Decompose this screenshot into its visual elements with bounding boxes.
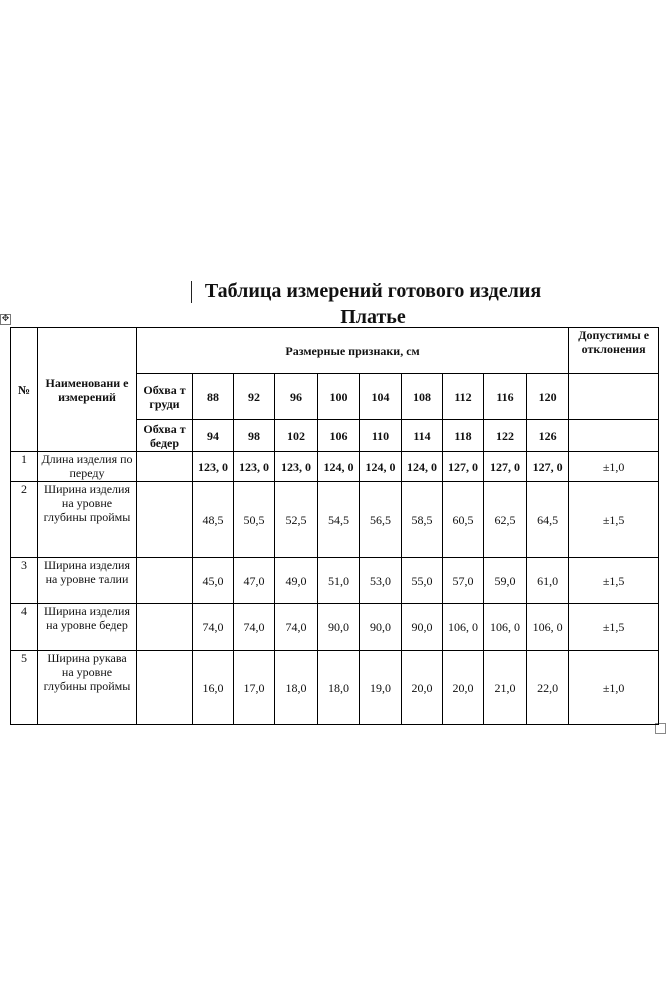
value-cell: 18,0 [275,651,318,725]
value-cell: 74,0 [275,604,318,651]
table-row [11,452,659,482]
chest-size: 116 [484,374,527,420]
value-cell: 124, 0 [360,452,402,482]
text-cursor [191,281,192,303]
value-cell: 123, 0 [234,452,275,482]
value-cell: 60,5 [443,482,484,558]
deviation-cell: ±1,5 [569,482,659,558]
chest-size: 92 [234,374,275,420]
value-cell: 47,0 [234,558,275,604]
row-num: 5 [11,651,38,725]
empty-cell [137,558,193,604]
empty-cell [137,482,193,558]
row-num: 2 [11,482,38,558]
value-cell: 124, 0 [402,452,443,482]
document-title: Таблица измерений готового изделия [204,280,542,302]
table-row [11,651,659,725]
measurement-table [10,327,659,725]
value-cell: 123, 0 [193,452,234,482]
chest-size: 108 [402,374,443,420]
value-cell: 127, 0 [484,452,527,482]
value-cell: 90,0 [318,604,360,651]
value-cell: 52,5 [275,482,318,558]
hip-size: 98 [234,420,275,452]
hip-size: 110 [360,420,402,452]
empty-cell [137,452,193,482]
value-cell: 61,0 [527,558,569,604]
value-cell: 22,0 [527,651,569,725]
value-cell: 19,0 [360,651,402,725]
chest-size: 96 [275,374,318,420]
chest-label: Обхва т груди [137,374,193,420]
value-cell: 16,0 [193,651,234,725]
value-cell: 51,0 [318,558,360,604]
value-cell: 106, 0 [443,604,484,651]
chest-size: 100 [318,374,360,420]
header-row-1 [11,328,659,374]
chest-size: 104 [360,374,402,420]
hip-size: 102 [275,420,318,452]
value-cell: 49,0 [275,558,318,604]
hip-size: 122 [484,420,527,452]
value-cell: 17,0 [234,651,275,725]
title-block [0,278,666,330]
row-name: Ширина рукава на уровне глубины проймы [38,651,137,725]
empty-cell [137,651,193,725]
hip-size: 126 [527,420,569,452]
value-cell: 90,0 [360,604,402,651]
row-num: 3 [11,558,38,604]
row-name: Длина изделия по переду [38,452,137,482]
value-cell: 55,0 [402,558,443,604]
value-cell: 123, 0 [275,452,318,482]
value-cell: 54,5 [318,482,360,558]
value-cell: 18,0 [318,651,360,725]
value-cell: 124, 0 [318,452,360,482]
header-num: № [11,328,38,452]
header-deviation: Допустимы е отклонения [569,328,659,374]
value-cell: 106, 0 [484,604,527,651]
hip-size: 118 [443,420,484,452]
value-cell: 20,0 [402,651,443,725]
row-num: 4 [11,604,38,651]
hip-size: 106 [318,420,360,452]
hip-size: 94 [193,420,234,452]
chest-size: 112 [443,374,484,420]
header-name: Наименовани е измерений [38,328,137,452]
value-cell: 56,5 [360,482,402,558]
value-cell: 64,5 [527,482,569,558]
value-cell: 21,0 [484,651,527,725]
value-cell: 127, 0 [443,452,484,482]
row-name: Ширина изделия на уровне глубины проймы [38,482,137,558]
header-size-features: Размерные признаки, см [137,328,569,374]
empty-cell [569,374,659,420]
value-cell: 74,0 [234,604,275,651]
deviation-cell: ±1,5 [569,558,659,604]
chest-size: 88 [193,374,234,420]
value-cell: 57,0 [443,558,484,604]
value-cell: 62,5 [484,482,527,558]
empty-cell [569,420,659,452]
hip-size: 114 [402,420,443,452]
empty-cell [137,604,193,651]
value-cell: 90,0 [402,604,443,651]
deviation-cell: ±1,0 [569,452,659,482]
value-cell: 127, 0 [527,452,569,482]
value-cell: 106, 0 [527,604,569,651]
value-cell: 53,0 [360,558,402,604]
value-cell: 59,0 [484,558,527,604]
deviation-cell: ±1,0 [569,651,659,725]
value-cell: 48,5 [193,482,234,558]
value-cell: 74,0 [193,604,234,651]
table-row [11,482,659,558]
value-cell: 45,0 [193,558,234,604]
table-move-handle-icon[interactable]: ✥ [1,314,10,324]
value-cell: 20,0 [443,651,484,725]
row-name: Ширина изделия на уровне талии [38,558,137,604]
chest-size: 120 [527,374,569,420]
deviation-cell: ±1,5 [569,604,659,651]
table-row [11,558,659,604]
document-subtitle: Платье [340,306,406,328]
row-num: 1 [11,452,38,482]
table-row [11,604,659,651]
row-name: Ширина изделия на уровне бедер [38,604,137,651]
hip-label: Обхва т бедер [137,420,193,452]
value-cell: 58,5 [402,482,443,558]
value-cell: 50,5 [234,482,275,558]
